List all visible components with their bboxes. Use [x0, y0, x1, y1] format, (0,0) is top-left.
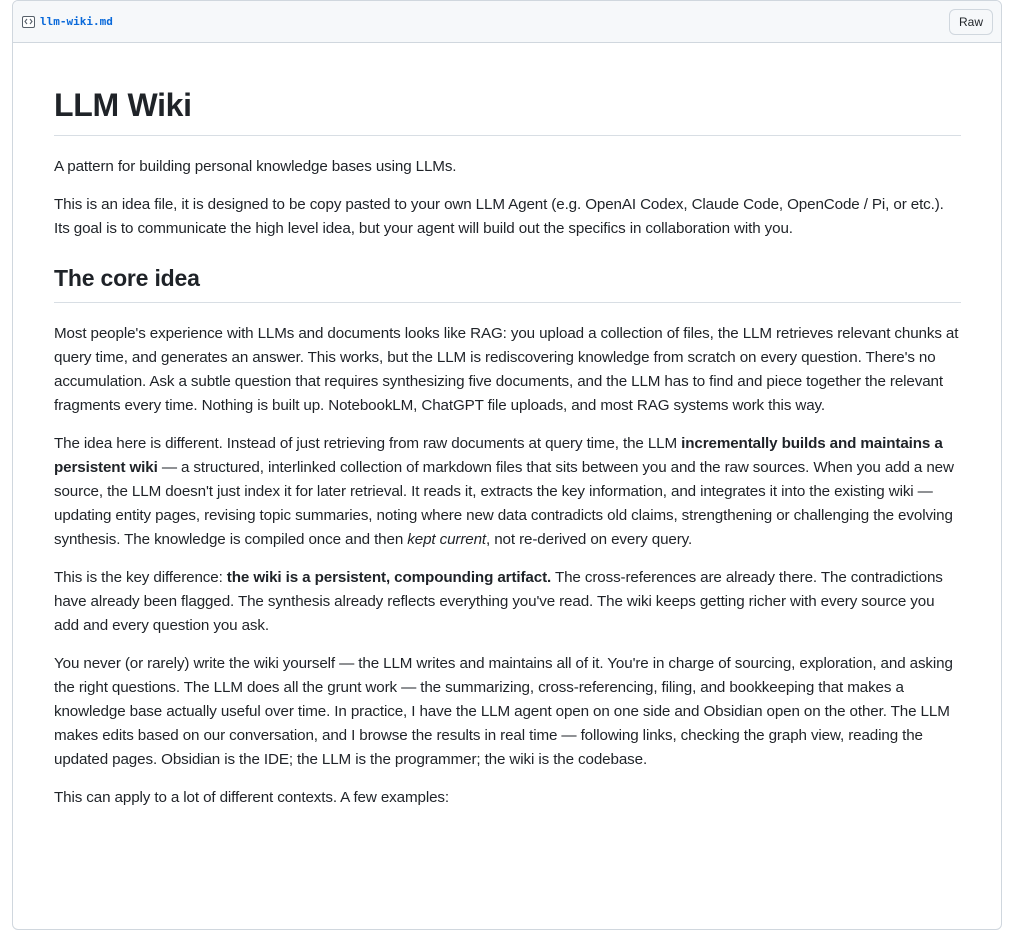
markdown-body [13, 85, 1001, 810]
paragraph-key-difference [54, 566, 961, 638]
file-header [13, 1, 1001, 43]
file-viewer [12, 0, 1002, 930]
raw-button[interactable]: Raw [949, 9, 993, 35]
paragraph-rag: Most people's experience with LLMs and documents looks like RAG: you upload a collection of files, the LLM retrieves relevant chunks at query time, and generates an answer. This works, but the LLM is rediscovering knowledge from scratch on every question. There's no accumulation. Ask a subtle question that requires synthesizing five documents, and the LLM has to find and piece together the relevant fragments every time. Nothing is built up. NotebookLM, ChatGPT file uploads, and most RAG systems work this way. [54, 325, 959, 414]
paragraph-idea-italic: kept current [407, 531, 487, 548]
tagline-paragraph: A pattern for building personal knowledge bases using LLMs. [54, 158, 457, 175]
file-name-link[interactable]: llm-wiki.md [40, 15, 113, 28]
page-title: LLM Wiki [54, 85, 961, 136]
paragraph-idea-text-3: , not re-derived on every query. [486, 531, 693, 548]
section-heading-core-idea: The core idea [54, 263, 961, 303]
paragraph-idea-text-1: The idea here is different. Instead of just retrieving from raw documents at query time, the LLM [54, 435, 682, 452]
paragraph-idea-text-2: — a structured, interlinked collection of markdown files that sits between you and the raw sources. When you add a new source, the LLM doesn't just index it for later retrieval. It reads it, extracts the key information, and integrates it into the existing wiki — updating entity pages, revising topic summaries, noting where new data contradicts old claims, strengthening or challenging the evolving synthesis. The knowledge is compiled once and then [54, 459, 954, 548]
file-title [22, 15, 113, 28]
paragraph-key-bold: the wiki is a persistent, compounding artifact. [226, 569, 552, 586]
paragraph-idea [54, 432, 961, 552]
code-icon [22, 16, 35, 28]
paragraph-key-text-1: This is the key difference: [54, 569, 227, 586]
intro-paragraph: This is an idea file, it is designed to be copy pasted to your own LLM Agent (e.g. OpenAI Codex, Claude Code, OpenCode / Pi, or etc.). Its goal is to communicate the high level idea, but your agent will build out the specifics in collaboration with you. [54, 196, 944, 237]
paragraph-idea-bold: incrementally builds and maintains a persistent wiki [54, 435, 943, 476]
paragraph-examples-intro: This can apply to a lot of different contexts. A few examples: [54, 789, 449, 806]
paragraph-key-text-2: The cross-references are already there. The contradictions have already been flagged. The synthesis already reflects everything you've read. The wiki keeps getting richer with every source you add and every question you ask. [54, 569, 943, 634]
paragraph-workflow: You never (or rarely) write the wiki yourself — the LLM writes and maintains all of it. You're in charge of sourcing, exploration, and asking the right questions. The LLM does all the grunt work — the summarizing, cross-referencing, filing, and bookkeeping that makes a knowledge base actually useful over time. In practice, I have the LLM agent open on one side and Obsidian open on the other. The LLM makes edits based on our conversation, and I browse the results in real time — following links, checking the graph view, reading the updated pages. Obsidian is the IDE; the LLM is the programmer; the wiki is the codebase. [54, 655, 953, 768]
